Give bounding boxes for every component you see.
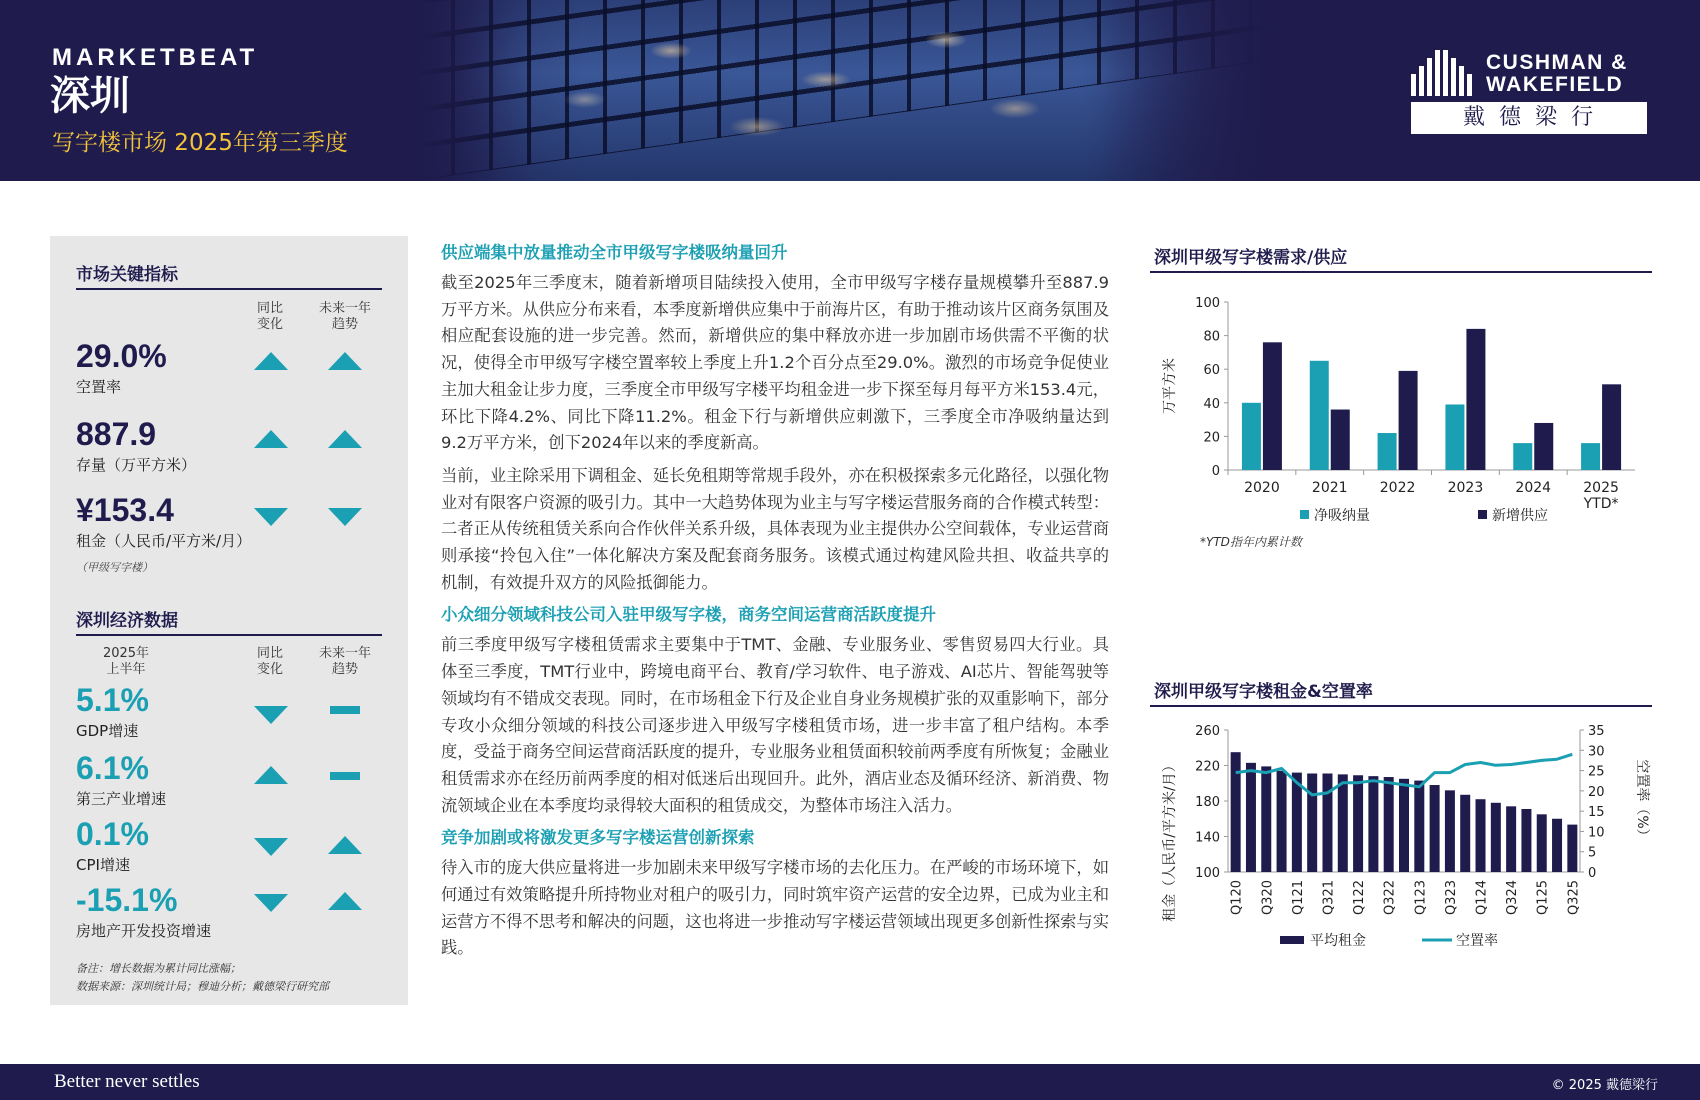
re-investment-change-down-icon (254, 894, 288, 912)
left-tick-label: 140 (1195, 830, 1220, 846)
right-tick-label: 15 (1588, 805, 1605, 821)
bar-新增供应-2021 (1331, 410, 1350, 470)
city-title: 深圳 (50, 73, 130, 119)
right-tick-label: 30 (1588, 744, 1605, 760)
rent-bar-Q124 (1476, 799, 1486, 872)
rent-bar-Q125 (1537, 814, 1547, 872)
rent-value: ¥153.4 (76, 492, 174, 528)
tertiary-trend-flat-icon (330, 772, 360, 780)
bar-净吸纳量-2022 (1378, 433, 1397, 470)
logo-line2: WAKEFIELD (1486, 73, 1624, 96)
kpi-title-divider (76, 288, 382, 290)
rent-bar-Q222 (1368, 776, 1378, 872)
tertiary-label: 第三产业增速 (76, 790, 167, 808)
tertiary-value: 6.1% (76, 750, 149, 786)
cpi-label: CPI增速 (76, 856, 130, 874)
x-tick-label: Q121 (1290, 880, 1306, 916)
kpi-col-change: 同比 变化 (256, 301, 283, 332)
rent-bar-Q123 (1414, 781, 1424, 872)
report-subtitle: 写字楼市场 2025年第三季度 (52, 130, 348, 156)
brand-tagline: Better never settles (54, 1071, 200, 1092)
rent-label: 租金（人民币/平方米/月） (76, 532, 252, 550)
left-tick-label: 220 (1195, 759, 1220, 775)
econ-col-trend: 未来一年 趋势 (318, 646, 371, 677)
page-footer (0, 1064, 1700, 1100)
stock-trend-up-icon (328, 430, 362, 448)
bar-新增供应-2025 (1602, 384, 1621, 470)
paragraph-outlook: 待入市的庞大供应量将进一步加剧未来甲级写字楼市场的去化压力。在严峻的市场环境下，如何通过有效策略提升所持物业对租户的吸引力，同时筑牢资产运营的安全边界，已成为业主和运营方不得不思考和解决的问题，这也将进一步推动写字楼运营领域出现更多创新性探索与实践。 (441, 858, 1109, 958)
vacancy-change-up-icon (254, 352, 288, 370)
ytd-footnote: *YTD指年内累计数 (1200, 535, 1302, 549)
gdp-change-down-icon (254, 706, 288, 724)
stock-change-up-icon (254, 430, 288, 448)
x-tick-label: 2022 (1379, 480, 1416, 496)
econ-col-change: 同比 变化 (256, 646, 283, 677)
rent-bar-Q223 (1430, 785, 1440, 872)
logo-chinese: 戴德梁行 (1411, 102, 1647, 134)
bar-净吸纳量-2024 (1513, 443, 1532, 470)
left-axis-label: 租金（人民币/平方米/月） (1162, 758, 1178, 922)
rent-bar-Q322 (1384, 777, 1394, 872)
bar-新增供应-2023 (1466, 329, 1485, 470)
x-tick-label: Q320 (1260, 880, 1276, 916)
right-tick-label: 25 (1588, 764, 1605, 780)
x-tick-label: YTD* (1583, 496, 1619, 512)
report-header (0, 0, 1700, 181)
sidebar-footnote-sources: 数据来源：深圳统计局；穆迪分析；戴德梁行研究部 (76, 980, 329, 993)
legend-label-vacancy: 空置率 (1456, 933, 1498, 949)
vacancy-trend-up-icon (328, 352, 362, 370)
paragraph-landlord-strategy: 当前，业主除采用下调租金、延长免租期等常规手段外，亦在积极探索多元化路径，以强化物业对有限客户资源的吸引力。其中一大趋势体现为业主与写字楼运营服务商的合作模式转型：二者正从传统租赁关系向合作伙伴关系升级，具体表现为业主提供办公空间载体，专业运营商则承接“拎包入住”一体化解决方案及配套商务服务。该模式通过构建风险共担、收益共享的机制，有效提升双方的风险抵御能力。 (441, 465, 1109, 592)
rent-bar-Q122 (1353, 775, 1363, 872)
gdp-value: 5.1% (76, 682, 149, 718)
rent-vacancy-chart (1150, 715, 1655, 960)
rent-bar-Q220 (1246, 763, 1256, 872)
copyright-notice: © 2025 戴德梁行 (1551, 1078, 1658, 1093)
bar-净吸纳量-2023 (1445, 404, 1464, 470)
econ-title-divider (76, 634, 382, 636)
gdp-label: GDP增速 (76, 722, 139, 740)
x-tick-label: Q120 (1229, 880, 1245, 916)
right-tick-label: 10 (1588, 825, 1605, 841)
x-tick-label: 2023 (1447, 480, 1484, 496)
y-tick-label: 60 (1203, 363, 1220, 379)
x-tick-label: Q324 (1505, 880, 1521, 916)
rent-bar-Q224 (1491, 803, 1501, 872)
sidebar-footnote-growth: 备注：增长数据为累计同比涨幅； (76, 962, 241, 975)
rent-bar-Q424 (1521, 809, 1531, 872)
legend-label-净吸纳量: 净吸纳量 (1314, 508, 1370, 524)
bar-净吸纳量-2020 (1242, 403, 1261, 470)
bar-新增供应-2020 (1263, 342, 1282, 470)
rent-change-down-icon (254, 508, 288, 526)
key-indicators-panel (50, 236, 408, 1005)
bar-净吸纳量-2021 (1310, 361, 1329, 470)
rent-bar-Q225 (1552, 819, 1562, 872)
cpi-value: 0.1% (76, 816, 149, 852)
x-tick-label: Q123 (1413, 880, 1429, 916)
x-tick-label: Q124 (1474, 880, 1490, 916)
stock-label: 存量（万平方米） (76, 456, 197, 474)
rent-bar-Q120 (1231, 752, 1241, 872)
legend-label-新增供应: 新增供应 (1492, 508, 1548, 524)
legend-swatch-rent (1280, 936, 1304, 944)
y-tick-label: 20 (1203, 430, 1220, 446)
paragraph-supply: 截至2025年三季度末，随着新增项目陆续投入使用，全市甲级写字楼存量规模攀升至887.9万平方米。从供应分布来看，本季度新增供应集中于前海片区，有助于推动该片区商务氛围及相应配套设施的进一步完善。然而，新增供应的集中释放亦进一步加剧市场供需不平衡的状况，使得全市甲级写字楼空置率较上季度上升1.2个百分点至29.0%。激烈的市场竞争促使业主加大租金让步力度，三季度全市甲级写字楼平均租金进一步下探至每月每平方米153.4元，环比下降4.2%、同比下降11.2%。租金下行与新增供应刺激下，三季度全市净吸纳量达到9.2万平方米，创下2024年以来的季度新高。 (441, 273, 1109, 453)
right-tick-label: 5 (1588, 845, 1597, 861)
rent-vacancy-chart-rule (1150, 705, 1652, 707)
right-axis-label: 空置率（%） (1634, 759, 1650, 843)
econ-section-title: 深圳经济数据 (76, 611, 178, 631)
x-tick-label: 2024 (1515, 480, 1552, 496)
rent-bar-Q423 (1460, 795, 1470, 872)
cpi-trend-up-icon (328, 836, 362, 854)
logo-line1: CUSHMAN & (1486, 51, 1628, 74)
vacancy-label: 空置率 (76, 378, 122, 396)
article-body (441, 240, 1109, 968)
rent-bar-Q221 (1307, 773, 1317, 872)
rent-vacancy-chart-title: 深圳甲级写字楼租金&空置率 (1154, 682, 1373, 702)
left-tick-label: 100 (1195, 866, 1220, 881)
supply-demand-chart-title: 深圳甲级写字楼需求/供应 (1154, 248, 1348, 268)
rent-bar-Q121 (1292, 773, 1302, 872)
bar-新增供应-2022 (1399, 371, 1418, 470)
x-tick-label: 2021 (1311, 480, 1348, 496)
kpi-col-trend: 未来一年 趋势 (318, 301, 371, 332)
kpi-section-title: 市场关键指标 (76, 265, 178, 285)
stock-value: 887.9 (76, 416, 157, 452)
rent-bar-Q323 (1445, 790, 1455, 872)
bar-净吸纳量-2025 (1581, 443, 1600, 470)
x-tick-label: Q323 (1443, 880, 1459, 916)
legend-label-rent: 平均租金 (1310, 933, 1366, 949)
re-investment-value: -15.1% (76, 882, 178, 918)
vacancy-value: 29.0% (76, 338, 167, 374)
x-tick-label: Q125 (1535, 880, 1551, 916)
supply-demand-chart-rule (1150, 271, 1652, 273)
y-axis-label: 万平方米 (1162, 358, 1178, 414)
legend-swatch-净吸纳量 (1300, 510, 1309, 519)
tertiary-change-up-icon (254, 766, 288, 784)
gdp-trend-flat-icon (330, 706, 360, 714)
y-tick-label: 100 (1195, 296, 1220, 311)
y-tick-label: 80 (1203, 329, 1220, 345)
x-tick-label: Q322 (1382, 880, 1398, 916)
cpi-change-down-icon (254, 838, 288, 856)
logo-bars-icon (1411, 50, 1481, 96)
section-heading-outlook: 竞争加剧或将激发更多写字楼运营创新探索 (441, 828, 755, 848)
rent-bar-Q420 (1277, 771, 1287, 872)
rent-bar-Q324 (1506, 806, 1516, 872)
re-investment-label: 房地产开发投资增速 (76, 922, 212, 940)
rent-bar-Q321 (1322, 773, 1332, 872)
x-tick-label: Q321 (1321, 880, 1337, 916)
section-heading-demand: 小众细分领域科技公司入驻甲级写字楼，商务空间运营商活跃度提升 (441, 605, 936, 625)
y-tick-label: 0 (1211, 464, 1220, 479)
rent-bar-Q325 (1567, 825, 1577, 872)
marketbeat-label: MARKETBEAT (52, 44, 259, 71)
rent-bar-Q422 (1399, 779, 1409, 872)
cushman-wakefield-logo (1411, 50, 1647, 136)
x-tick-label: Q325 (1566, 880, 1582, 916)
right-tick-label: 35 (1588, 724, 1605, 739)
rent-trend-down-icon (328, 508, 362, 526)
re-investment-trend-up-icon (328, 892, 362, 910)
x-tick-label: 2020 (1244, 480, 1280, 496)
bar-新增供应-2024 (1534, 423, 1553, 470)
y-tick-label: 40 (1203, 396, 1220, 412)
left-tick-label: 180 (1195, 795, 1220, 810)
section-heading-supply: 供应端集中放量推动全市甲级写字楼吸纳量回升 (441, 243, 788, 262)
paragraph-demand: 前三季度甲级写字楼租赁需求主要集中于TMT、金融、专业服务业、零售贸易四大行业。具体至三季度，TMT行业中，跨境电商平台、教育/学习软件、电子游戏、AI芯片、智能驾驶等领域均有不错成交表现。同时，在市场租金下行及企业自身业务规模扩张的双重影响下，部分专攻小众细分领域的科技公司逐步进入甲级写字楼租赁市场，进一步丰富了租户结构。本季度，受益于商务空间运营商活跃度的提升，专业服务业租赁面积较前两季度有所恢复；金融业租赁需求亦在经历前两季度的相对低迷后出现回升。此外，酒店业态及循环经济、新消费、物流领域企业在本季度均录得较大面积的租赁成交，为整体市场注入活力。 (441, 635, 1109, 815)
x-tick-label: 2025 (1583, 480, 1619, 496)
building-photo (413, 0, 1273, 181)
legend-swatch-新增供应 (1478, 510, 1487, 519)
econ-col-period: 2025年 上半年 (102, 646, 150, 677)
rent-bar-Q320 (1261, 766, 1271, 872)
supply-demand-chart (1150, 285, 1650, 525)
rent-grade-note: （甲级写字楼） (76, 561, 153, 574)
rent-bar-Q421 (1338, 774, 1348, 872)
right-tick-label: 20 (1588, 784, 1605, 800)
right-tick-label: 0 (1588, 866, 1597, 881)
x-tick-label: Q122 (1352, 880, 1368, 916)
left-tick-label: 260 (1195, 724, 1220, 739)
